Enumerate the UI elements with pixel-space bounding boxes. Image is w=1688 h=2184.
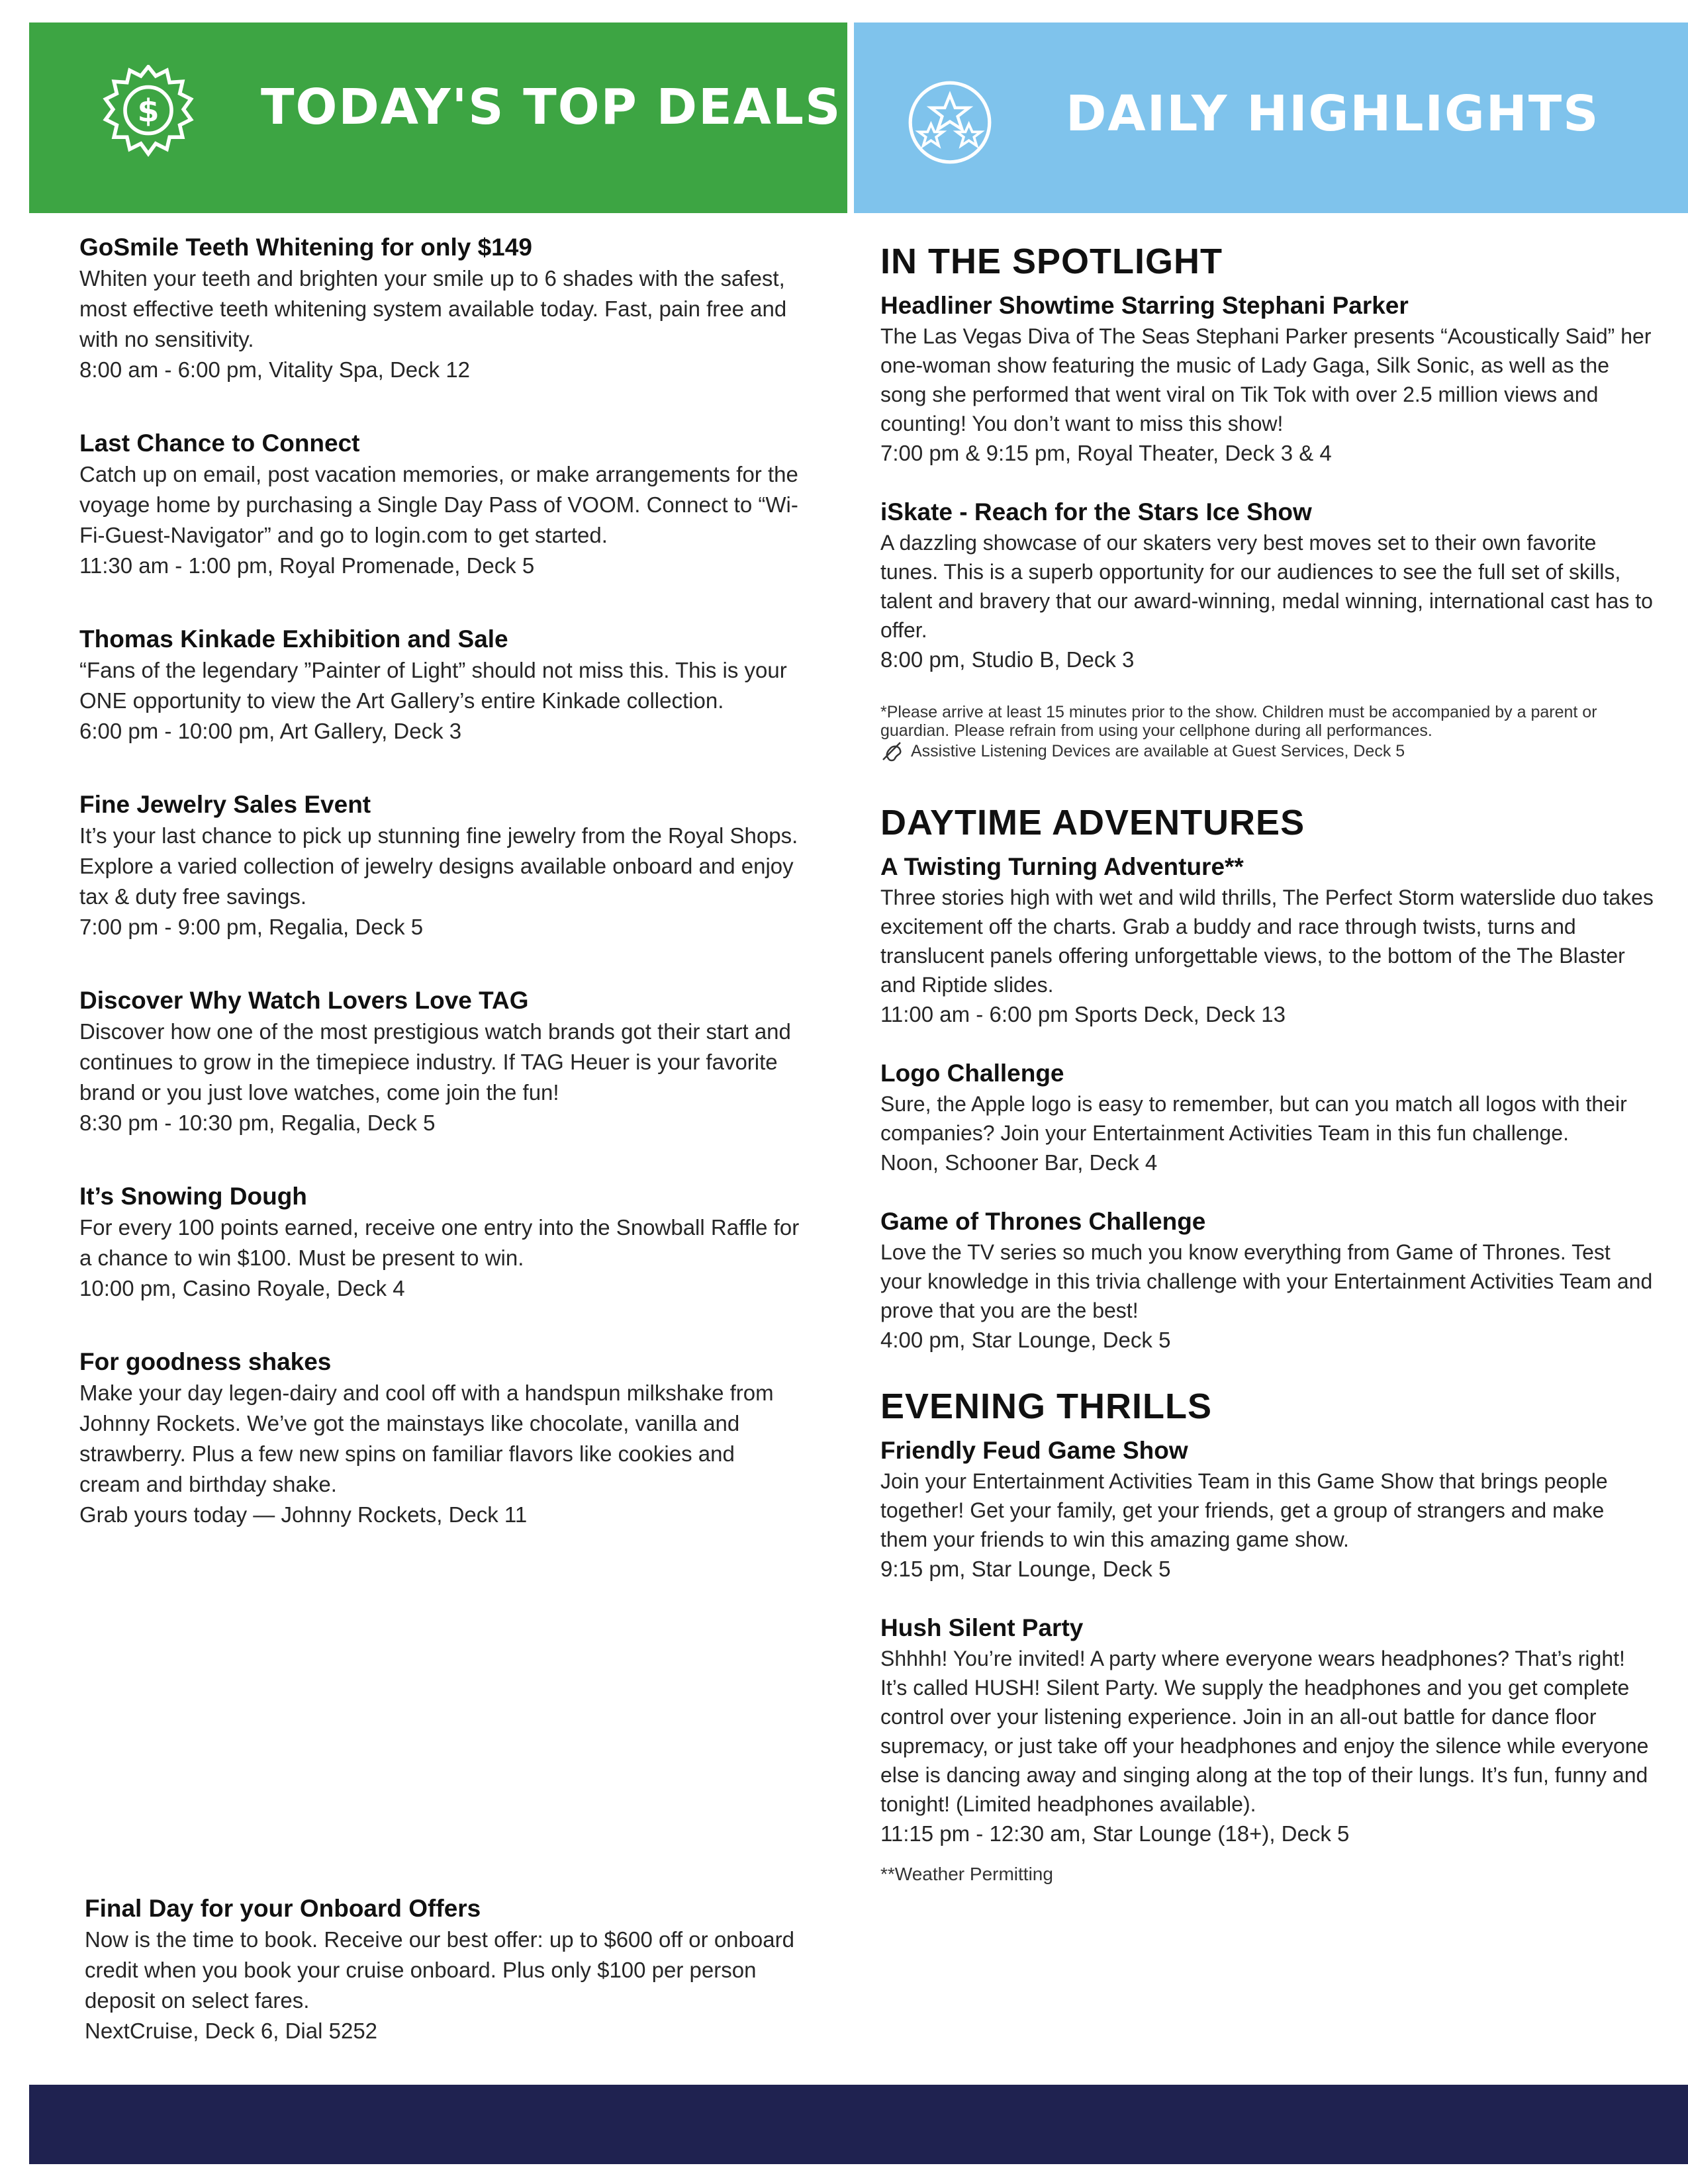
daytime-item bbox=[880, 1058, 1655, 1178]
daytime-when: 11:00 am - 6:00 pm Sports Deck, Deck 13 bbox=[880, 1002, 1286, 1026]
deal-desc: Discover how one of the most prestigious watch brands got their start and continues to grow in the timepiece industry. If TAG Heuer is your favorite brand or you just love watches, come join the fun! bbox=[79, 1019, 791, 1105]
daytime-title: Logo Challenge bbox=[880, 1060, 1064, 1087]
spotlight-title: Headliner Showtime Starring Stephani Parker bbox=[880, 292, 1409, 319]
highlights-header bbox=[854, 23, 1688, 213]
deal-title: Last Chance to Connect bbox=[79, 430, 360, 457]
assistive-text: Assistive Listening Devices are available at Guest Services, Deck 5 bbox=[911, 742, 1405, 760]
spotlight-desc: The Las Vegas Diva of The Seas Stephani Parker presents “Acoustically Said” her one-woman show featuring the music of Lady Gaga, Silk Sonic, as well as the song she performed that went viral on Tik Tok with over 2.5 million views and counting! You don’t want to miss this show! bbox=[880, 324, 1652, 435]
evening-when: 11:15 pm - 12:30 am, Star Lounge (18+), Deck 5 bbox=[880, 1821, 1350, 1846]
show-note: *Please arrive at least 15 minutes prior to the show. Children must be accompanied by a parent or guardian. Please refrain from using your cellphone during all performances. bbox=[880, 703, 1597, 740]
deal-title: For goodness shakes bbox=[79, 1348, 332, 1375]
assistive-note bbox=[880, 740, 1655, 762]
daytime-desc: Love the TV series so much you know everything from Game of Thrones. Test your knowledge in this trivia challenge with your Entertainment Activities Team and prove that you are the best! bbox=[880, 1240, 1653, 1322]
dollar-badge-icon bbox=[102, 65, 195, 158]
evening-desc: Join your Entertainment Activities Team in this Game Show that brings people together! Get your family, get your friends, get a group of strangers and make them your friends to win this amazing game show. bbox=[880, 1469, 1608, 1551]
deal-title: It’s Snowing Dough bbox=[79, 1183, 307, 1210]
deal-desc: Catch up on email, post vacation memories, or make arrangements for the voyage home by purchasing a Single Day Pass of VOOM. Connect to “Wi-Fi-Guest-Navigator” and go to login.com to get started. bbox=[79, 462, 798, 547]
deal-desc: It’s your last chance to pick up stunning fine jewelry from the Royal Shops. Explore a varied collection of jewelry designs available onboard and enjoy tax & duty free savings. bbox=[79, 823, 798, 909]
evening-heading: EVENING THRILLS bbox=[880, 1387, 1213, 1426]
spotlight-title: iSkate - Reach for the Stars Ice Show bbox=[880, 498, 1312, 525]
deals-title: TODAY'S TOP DEALS bbox=[261, 79, 842, 136]
deal-when: 8:00 am - 6:00 pm, Vitality Spa, Deck 12 bbox=[79, 357, 471, 382]
deal-when: Grab yours today — Johnny Rockets, Deck 11 bbox=[79, 1502, 528, 1527]
deal-desc: For every 100 points earned, receive one entry into the Snowball Raffle for a chance to win $100. Must be present to win. bbox=[79, 1215, 800, 1270]
highlights-title: DAILY HIGHLIGHTS bbox=[1066, 85, 1600, 142]
evening-item bbox=[880, 1612, 1655, 1849]
spotlight-item bbox=[880, 290, 1655, 469]
spotlight-desc: A dazzling showcase of our skaters very best moves set to their own favorite tunes. This is a superb opportunity for our audiences to see the full set of skills, talent and bravery that our award-winning, medal winning, international cast has to offer. bbox=[880, 531, 1653, 642]
daytime-when: 4:00 pm, Star Lounge, Deck 5 bbox=[880, 1328, 1171, 1352]
stars-badge-icon bbox=[907, 79, 993, 165]
spotlight-when: 8:00 pm, Studio B, Deck 3 bbox=[880, 647, 1135, 672]
highlights-column bbox=[880, 238, 1655, 1886]
spotlight-when: 7:00 pm & 9:15 pm, Royal Theater, Deck 3 & 4 bbox=[880, 441, 1332, 465]
final-offer-title: Final Day for your Onboard Offers bbox=[85, 1895, 481, 1922]
deal-when: 8:30 pm - 10:30 pm, Regalia, Deck 5 bbox=[79, 1111, 436, 1135]
deal-when: 7:00 pm - 9:00 pm, Regalia, Deck 5 bbox=[79, 915, 424, 939]
deal-when: 10:00 pm, Casino Royale, Deck 4 bbox=[79, 1276, 405, 1300]
footer-band bbox=[29, 2085, 1688, 2164]
deals-header bbox=[29, 23, 847, 213]
final-offer-when: NextCruise, Deck 6, Dial 5252 bbox=[85, 2019, 378, 2043]
deal-item bbox=[79, 985, 801, 1138]
daytime-desc: Sure, the Apple logo is easy to remember, but can you match all logos with their companies? Join your Entertainment Activities Team in this fun challenge. bbox=[880, 1092, 1627, 1145]
deal-item bbox=[79, 789, 801, 942]
weather-note: **Weather Permitting bbox=[880, 1864, 1053, 1884]
deal-when: 11:30 am - 1:00 pm, Royal Promenade, Deck 5 bbox=[79, 553, 535, 578]
deal-item bbox=[79, 1346, 801, 1530]
deal-desc: “Fans of the legendary ”Painter of Light” should not miss this. This is your ONE opportunity to view the Art Gallery’s entire Kinkade collection. bbox=[79, 658, 787, 713]
daytime-when: Noon, Schooner Bar, Deck 4 bbox=[880, 1150, 1158, 1175]
daytime-desc: Three stories high with wet and wild thrills, The Perfect Storm waterslide duo takes excitement off the charts. Grab a buddy and race through twists, turns and translucent panels offering unforgettable views, to the bottom of the The Blaster and Riptide slides. bbox=[880, 886, 1654, 997]
evening-desc: Shhhh! You’re invited! A party where everyone wears headphones? That’s right! It’s called HUSH! Silent Party. We supply the headphones and you get complete control over your listening experience. Join in an all-out battle for dance floor supremacy, or just take off your headphones and enjoy the silence while everyone else is dancing away and singing along at the top of their lungs. It’s fun, funny and tonight! (Limited headphones available). bbox=[880, 1647, 1649, 1816]
evening-title: Hush Silent Party bbox=[880, 1614, 1084, 1641]
deal-title: Discover Why Watch Lovers Love TAG bbox=[79, 987, 529, 1014]
deal-item bbox=[79, 428, 801, 581]
spotlight-item bbox=[880, 496, 1655, 675]
deal-item bbox=[79, 623, 801, 747]
svg-text:$: $ bbox=[137, 93, 160, 130]
deal-item bbox=[79, 1181, 801, 1304]
deal-title: GoSmile Teeth Whitening for only $149 bbox=[79, 234, 532, 261]
deal-desc: Whiten your teeth and brighten your smile up to 6 shades with the safest, most effective teeth whitening system available today. Fast, pain free and with no sensitivity. bbox=[79, 266, 787, 351]
deal-item bbox=[79, 232, 801, 385]
final-offer-item bbox=[85, 1893, 800, 2046]
deal-title: Thomas Kinkade Exhibition and Sale bbox=[79, 625, 508, 653]
daytime-title: A Twisting Turning Adventure** bbox=[880, 853, 1244, 880]
ear-icon bbox=[880, 740, 907, 762]
deal-desc: Make your day legen-dairy and cool off with a handspun milkshake from Johnny Rockets. We’ve got the mainstays like chocolate, vanilla and strawberry. Plus a few new spins on familiar flavors like cookies and cream and birthday shake. bbox=[79, 1381, 774, 1496]
daytime-heading: DAYTIME ADVENTURES bbox=[880, 803, 1305, 842]
deal-title: Fine Jewelry Sales Event bbox=[79, 791, 371, 818]
daytime-title: Game of Thrones Challenge bbox=[880, 1208, 1206, 1235]
daytime-item bbox=[880, 1206, 1655, 1355]
spotlight-heading: IN THE SPOTLIGHT bbox=[880, 242, 1223, 281]
deals-column bbox=[79, 232, 801, 1572]
deal-when: 6:00 pm - 10:00 pm, Art Gallery, Deck 3 bbox=[79, 719, 462, 743]
evening-item bbox=[880, 1435, 1655, 1584]
final-offer-desc: Now is the time to book. Receive our best offer: up to $600 off or onboard credit when you book your cruise onboard. Plus only $100 per person deposit on select fares. bbox=[85, 1927, 794, 2013]
daytime-item bbox=[880, 851, 1655, 1030]
evening-when: 9:15 pm, Star Lounge, Deck 5 bbox=[880, 1557, 1171, 1581]
evening-title: Friendly Feud Game Show bbox=[880, 1437, 1188, 1464]
